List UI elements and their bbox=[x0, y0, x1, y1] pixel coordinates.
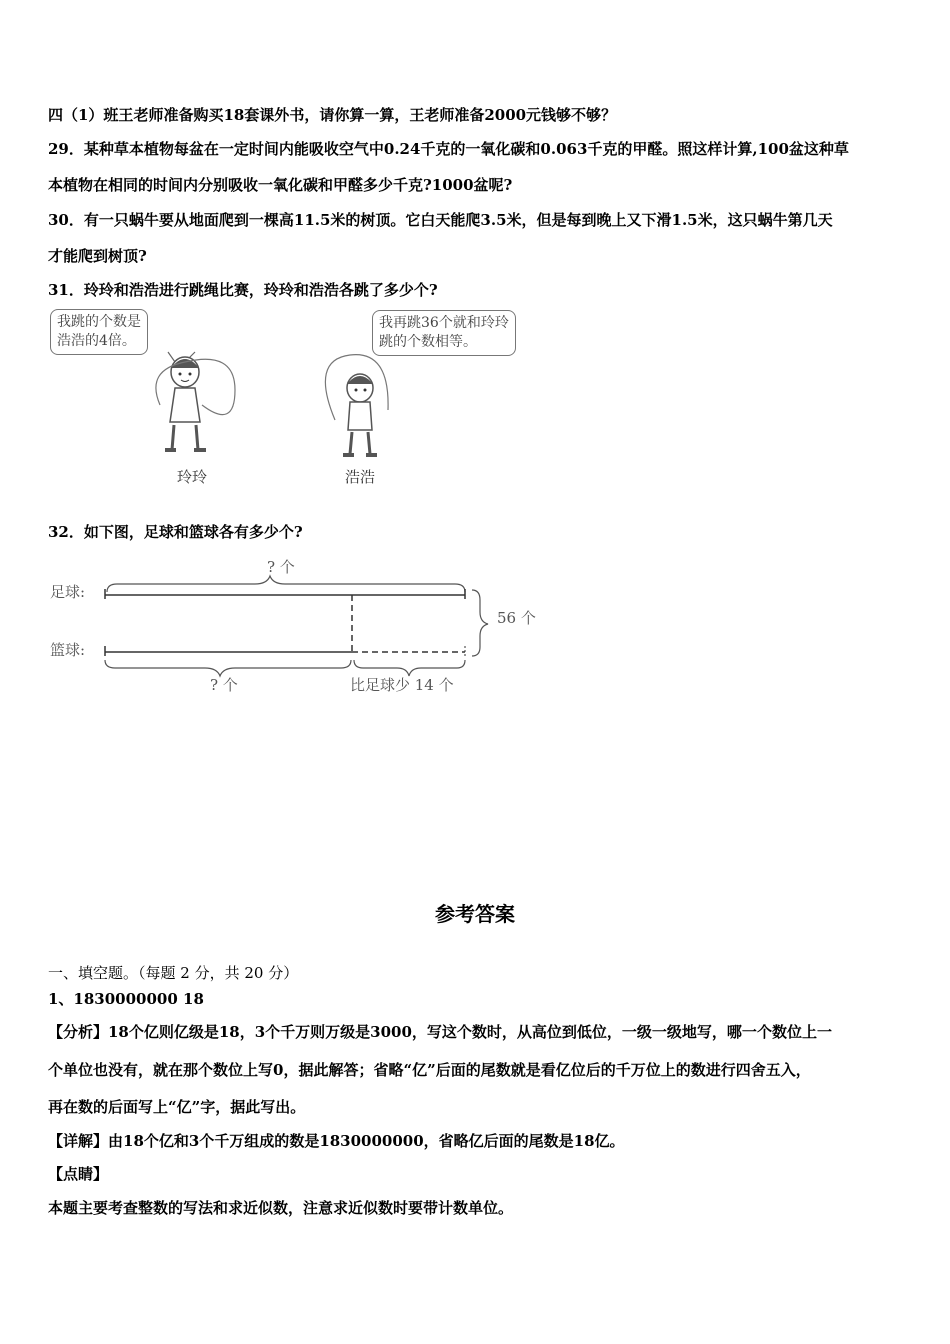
question-30-line1: 30．有一只蜗牛要从地面爬到一棵高11.5米的树顶。它白天能爬3.5米，但是每到晚上又下滑1.5米，这只蜗牛第几天 bbox=[48, 211, 833, 229]
lingling-speech-bubble bbox=[50, 309, 148, 355]
lingling-bubble-line1: 我跳的个数是 bbox=[57, 314, 141, 330]
haohao-jump-rope-illustration bbox=[310, 350, 420, 465]
lingling-name-label: 玲玲 bbox=[177, 468, 208, 486]
ball-count-segment-diagram bbox=[45, 552, 555, 702]
football-label: 足球: bbox=[50, 583, 86, 601]
question-31: 31．玲玲和浩浩进行跳绳比赛，玲玲和浩浩各跳了多少个? bbox=[48, 281, 438, 299]
analysis-line1: 【分析】18个亿则亿级是18，3个千万则万级是3000，写这个数时，从高位到低位，一级一级地写，哪一个数位上一 bbox=[48, 1023, 832, 1041]
lingling-jump-rope-illustration bbox=[140, 350, 250, 465]
total-label: 56 个 bbox=[497, 609, 536, 627]
question-29-line2: 本植物在相同的时间内分别吸收一氧化碳和甲醛多少千克?1000盆呢? bbox=[48, 176, 513, 194]
basketball-label: 篮球: bbox=[50, 641, 86, 659]
haohao-name-label: 浩浩 bbox=[345, 468, 376, 486]
analysis-line2: 个单位也没有，就在那个数位上写0，据此解答；省略“亿”后面的尾数就是看亿位后的千万位上的数进行四舍五入， bbox=[48, 1061, 811, 1079]
detail-line: 【详解】由18个亿和3个千万组成的数是1830000000，省略亿后面的尾数是18亿。 bbox=[48, 1132, 625, 1150]
question-32: 32．如下图，足球和篮球各有多少个? bbox=[48, 523, 303, 541]
answers-section-heading: 一、填空题。（每题 2 分，共 20 分） bbox=[48, 964, 299, 982]
comment-text: 本题主要考查整数的写法和求近似数，注意求近似数时要带计数单位。 bbox=[48, 1199, 514, 1217]
answer-1: 1、1830000000 18 bbox=[48, 990, 204, 1008]
question-30-line2: 才能爬到树顶? bbox=[48, 247, 147, 265]
football-brace bbox=[107, 576, 465, 592]
haohao-bubble-line2: 跳的个数相等。 bbox=[379, 334, 477, 350]
question-28-tail: 四（1）班王老师准备购买18套课外书，请你算一算，王老师准备2000元钱够不够？ bbox=[48, 106, 617, 124]
basketball-brace bbox=[105, 660, 351, 676]
comment-label: 【点睛】 bbox=[48, 1165, 109, 1183]
answers-heading: 参考答案 bbox=[435, 902, 515, 926]
difference-label: 比足球少 14 个 bbox=[350, 676, 454, 694]
football-question-label: ? 个 bbox=[267, 558, 295, 576]
analysis-line3: 再在数的后面写上“亿”字，据此写出。 bbox=[48, 1098, 306, 1116]
haohao-bubble-line1: 我再跳36个就和玲玲 bbox=[379, 315, 509, 331]
difference-brace bbox=[354, 660, 465, 676]
total-brace bbox=[472, 590, 488, 656]
lingling-bubble-line2: 浩浩的4倍。 bbox=[57, 333, 136, 349]
basketball-question-label: ? 个 bbox=[210, 676, 238, 694]
question-29-line1: 29．某种草本植物每盆在一定时间内能吸收空气中0.24千克的一氧化碳和0.063千克的甲醛。照这样计算,100盆这种草 bbox=[48, 140, 849, 158]
